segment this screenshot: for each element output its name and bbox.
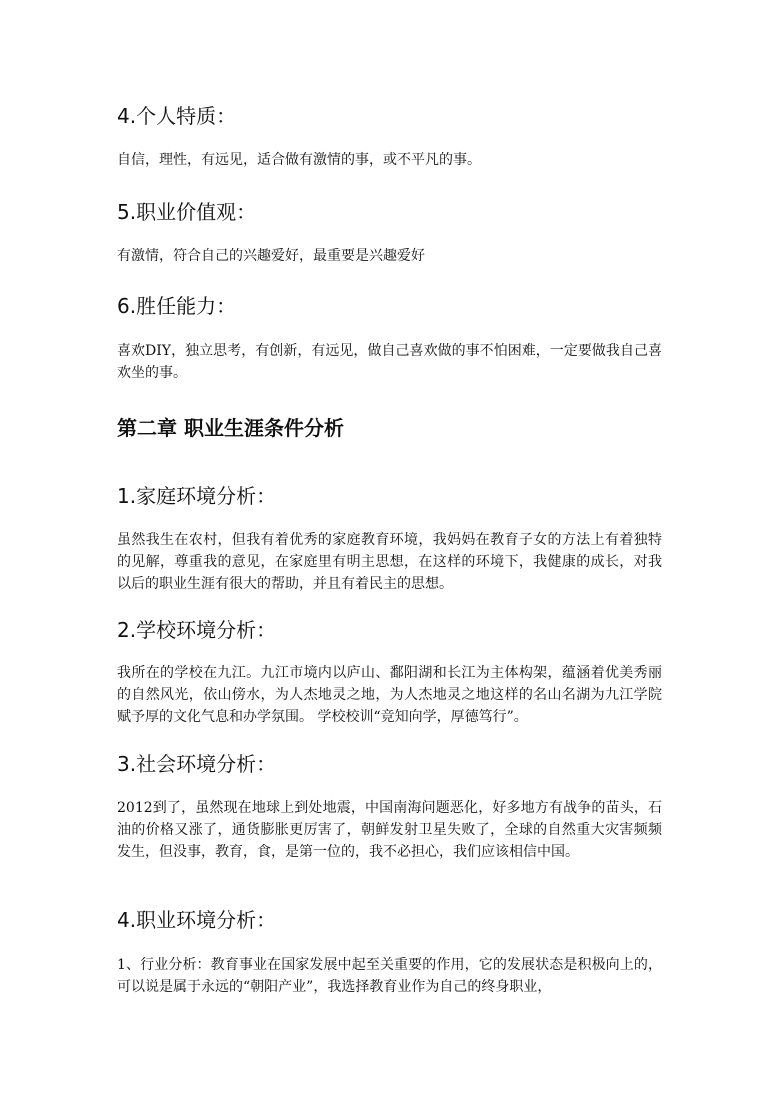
section-body-career-environment: 1、行业分析：教育事业在国家发展中起至关重要的作用，它的发展状态是积极向上的，可以说是属于永远的“朝阳产业”，我选择教育业作为自己的终身职业，	[117, 957, 662, 995]
section-heading-society: 3.社会环境分析：	[117, 752, 277, 776]
section-body-personal-traits: 自信，理性，有远见，适合做有激情的事，或不平凡的事。	[117, 152, 481, 168]
section-heading-school: 2.学校环境分析：	[117, 618, 277, 642]
section-heading-career-environment: 4.职业环境分析：	[117, 908, 277, 932]
section-body-family: 虽然我生在农村，但我有着优秀的家庭教育环境，我妈妈在教育子女的方法上有着独特的见解，尊重我的意见，在家庭里有明主思想，在这样的环境下，我健康的成长，对我以后的职业生涯有很大的帮助，并且有着民主的思想。	[117, 532, 662, 592]
section-body-competence: 喜欢DIY，独立思考，有创新，有远见，做自己喜欢做的事不怕困难，一定要做我自己喜欢坐的事。	[117, 343, 662, 381]
section-heading-career-values: 5.职业价值观：	[117, 200, 257, 224]
section-heading-family: 1.家庭环境分析：	[117, 484, 277, 508]
section-heading-personal-traits: 4.个人特质：	[117, 104, 237, 128]
chapter-title: 第二章 职业生涯条件分析	[117, 416, 344, 440]
section-heading-competence: 6.胜任能力：	[117, 294, 237, 318]
section-body-society: 2012到了，虽然现在地球上到处地震，中国南海问题恶化，好多地方有战争的苗头，石油的价格又涨了，通货膨胀更厉害了，朝鲜发射卫星失败了，全球的自然重大灾害频频发生，但没事，教育，食，是第一位的，我不必担心，我们应该相信中国。	[117, 800, 662, 860]
section-body-career-values: 有激情，符合自己的兴趣爱好，最重要是兴趣爱好	[117, 248, 425, 264]
section-body-school: 我所在的学校在九江。九江市境内以庐山、鄱阳湖和长江为主体构架，蕴涵着优美秀丽的自然风光，依山傍水，为人杰地灵之地，为人杰地灵之地这样的名山名湖为九江学院赋予厚的文化气息和办学氛围。 学校校训“竞知向学，厚德笃行”。	[117, 665, 662, 725]
